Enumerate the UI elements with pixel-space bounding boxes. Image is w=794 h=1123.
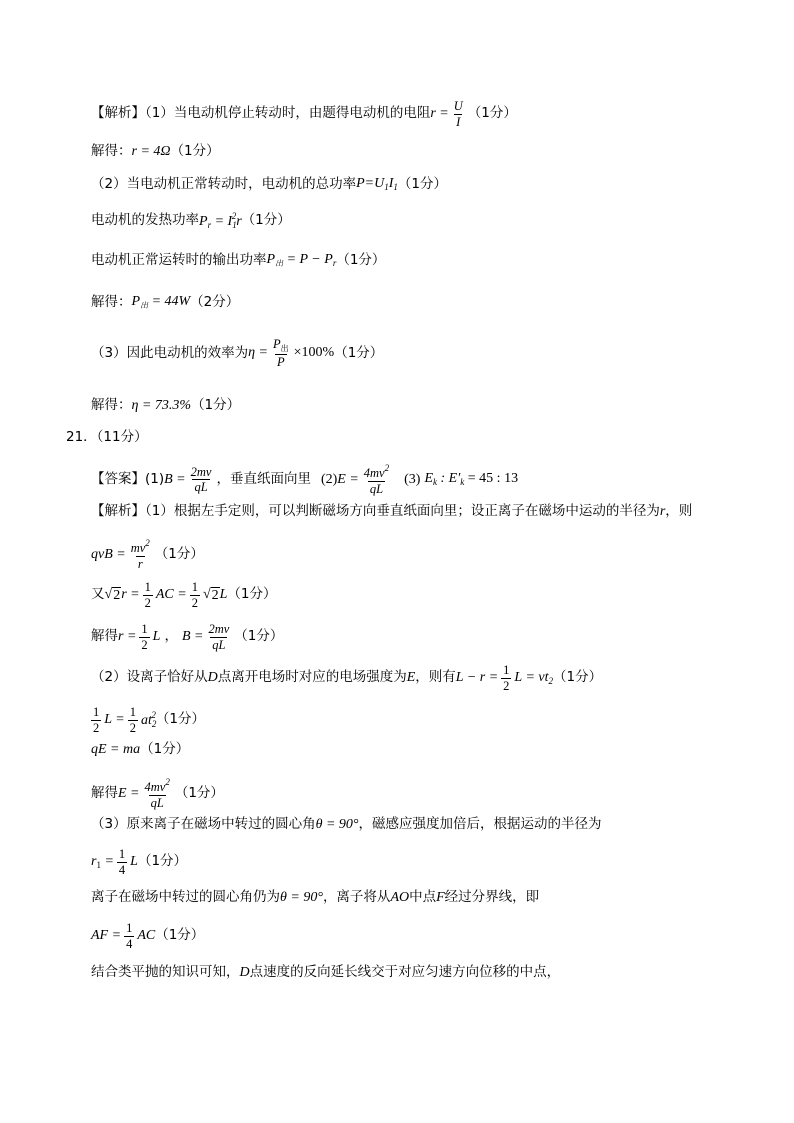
text: （3）因此电动机的效率为: [91, 344, 249, 361]
score: （1分）: [336, 251, 386, 268]
text: 解得：: [91, 397, 132, 414]
text: ，则有: [415, 669, 456, 686]
score: （1分）: [241, 212, 291, 229]
formula: L: [152, 629, 161, 644]
formula-line-13: [91, 581, 277, 609]
formula: $P_出 = 44W$: [131, 294, 191, 310]
analysis-line-21: [91, 891, 539, 905]
formula: E: [406, 670, 416, 685]
text: 离子在磁场中转过的圆心角仍为: [91, 889, 280, 906]
formula-line-14: [91, 623, 283, 651]
score: （1分）: [227, 586, 277, 603]
text: ，磁感应强度加倍后，根据运动的半径为: [358, 816, 602, 833]
fraction: $\frac{1}{2}$: [503, 663, 510, 693]
formula: θ = 90°: [315, 817, 359, 832]
text: 结合类平抛的知识可知，: [91, 964, 240, 981]
score: （1分）: [191, 397, 241, 414]
formula: L: [130, 854, 138, 869]
score: （1分）: [397, 175, 447, 192]
solution-line-2: [91, 145, 220, 159]
fraction: $\frac{1}{2}$: [93, 705, 100, 735]
formula: η = 73.3%: [131, 398, 192, 413]
formula: qE = ma: [91, 742, 141, 757]
analysis-line-11: [91, 505, 692, 519]
formula-line-22: [91, 922, 204, 950]
formula: $P_出 = P - P_r$: [266, 252, 337, 268]
formula: r =: [121, 587, 140, 602]
formula-line-16: [91, 706, 205, 734]
solution-line-8: [91, 399, 240, 413]
text: 【答案】(1): [91, 470, 165, 487]
formula: F: [436, 890, 445, 905]
fraction: $\frac{2mv}{qL}$: [208, 622, 230, 652]
formula: L − r =: [455, 670, 499, 685]
fraction: $\frac{1}{2}$: [129, 705, 136, 735]
formula: η =: [248, 345, 268, 361]
score: （2分）: [190, 293, 240, 310]
formula: AO: [390, 890, 410, 905]
analysis-line-15: [91, 664, 602, 692]
sqrt-sign: √: [104, 587, 113, 602]
score: （1分）: [467, 105, 517, 122]
text: 经过分界线，即: [444, 889, 540, 906]
question-number: [66, 431, 148, 445]
solution-line-6: [91, 295, 239, 310]
formula: $P=U_1I_1$: [356, 176, 398, 192]
analysis-line-4: [91, 212, 291, 230]
analysis-line-3: [91, 177, 447, 192]
score: （1分）: [137, 853, 188, 870]
text: 解得：: [91, 293, 132, 310]
analysis-line-5: [91, 253, 385, 268]
solution-line-18: [91, 778, 224, 809]
score: （1分）: [174, 784, 224, 801]
formula: r: [659, 504, 666, 519]
formula: $at_2^2$: [140, 710, 157, 729]
fraction: $\frac{4mv^2}{qL}$: [363, 463, 390, 496]
text: 电动机正常运转时的输出功率: [91, 251, 267, 268]
analysis-line-1: [91, 100, 517, 128]
analysis-line-23: [91, 966, 560, 980]
text: ，: [164, 628, 178, 645]
text: （2）设离子恰好从: [91, 669, 208, 686]
formula: 2: [211, 588, 219, 603]
formula: r =: [430, 106, 449, 121]
formula: r =: [118, 629, 137, 644]
text: ，则: [665, 503, 693, 520]
formula: $P_r = I_1^2r$: [199, 211, 242, 230]
fraction: $\frac{4mv^2}{qL}$: [144, 777, 170, 810]
fraction: $\frac{mv^2}{r}$: [130, 538, 150, 571]
formula: AC: [137, 928, 156, 943]
score: （1分）: [154, 545, 204, 562]
formula: AC =: [155, 587, 187, 602]
text: 点速度的反向延长线交于对应匀速方向位移的中点，: [249, 964, 561, 981]
text: 【解析】（1）当电动机停止转动时，由题得电动机的电阻: [91, 105, 431, 122]
formula: $r_1$ =: [91, 853, 114, 870]
formula: L =: [104, 712, 125, 727]
score: （1分）: [234, 628, 284, 645]
text: 又: [91, 586, 105, 603]
score: （1分）: [170, 143, 220, 160]
formula-line-12: [91, 539, 204, 570]
text: 中点: [409, 889, 437, 906]
text: ，离子将从: [322, 889, 391, 906]
formula: (2): [320, 471, 338, 487]
text: 解得: [91, 628, 118, 645]
text: 解得：: [91, 143, 132, 160]
formula: AF =: [91, 928, 122, 943]
formula: qvB =: [91, 546, 126, 562]
score: （1分）: [553, 669, 603, 686]
text: 【解析】（1）根据左手定则，可以判断磁场方向垂直纸面向里；设正离子在磁场中运动的半径为: [91, 503, 660, 520]
formula-line-20: [91, 848, 187, 876]
fraction: $\frac{1}{4}$: [118, 847, 126, 877]
text: （3）原来离子在磁场中转过的圆心角: [91, 816, 316, 833]
fraction: $\frac{U}{I}$: [453, 99, 463, 129]
formula: $L = vt_2$: [514, 669, 554, 686]
fraction: $\frac{P_出}{P}$: [273, 337, 289, 369]
score: （1分）: [140, 741, 190, 758]
score: （1分）: [155, 711, 205, 728]
formula: E =: [337, 471, 359, 487]
text: 21．（11分）: [66, 429, 148, 445]
formula: L: [219, 587, 228, 602]
text: 电动机的发热功率: [91, 212, 199, 229]
formula: (3): [404, 471, 421, 487]
formula: r = 4Ω: [131, 144, 171, 159]
text: 点离开电场时对应的电场强度为: [217, 669, 407, 686]
text: ，垂直纸面向里: [216, 470, 311, 487]
formula: θ = 90°: [280, 890, 323, 905]
text: （2）当电动机正常转动时，电动机的总功率: [91, 175, 357, 192]
formula: D: [239, 965, 250, 980]
formula: B =: [164, 471, 186, 487]
formula-line-17: [91, 743, 189, 757]
analysis-line-19: [91, 818, 602, 832]
score: （1分）: [334, 344, 384, 361]
formula: ×100%: [293, 345, 335, 361]
formula: 2: [113, 588, 121, 603]
fraction: $\frac{2mv}{qL}$: [190, 464, 212, 494]
score: （1分）: [155, 927, 205, 944]
sqrt-sign: √: [202, 587, 211, 602]
fraction: $\frac{1}{4}$: [126, 921, 133, 951]
formula: E =: [118, 785, 140, 801]
fraction: $\frac{1}{2}$: [141, 622, 148, 652]
formula: D: [207, 670, 218, 685]
fraction: $\frac{1}{2}$: [144, 580, 151, 610]
answer-line: [91, 464, 518, 495]
fraction: $\frac{1}{2}$: [191, 580, 198, 610]
text: 解得: [91, 784, 118, 801]
formula: $E_k$ : $E'_k = 45$ : 13: [424, 471, 519, 487]
analysis-line-7: [91, 338, 383, 369]
formula: B =: [181, 629, 204, 644]
